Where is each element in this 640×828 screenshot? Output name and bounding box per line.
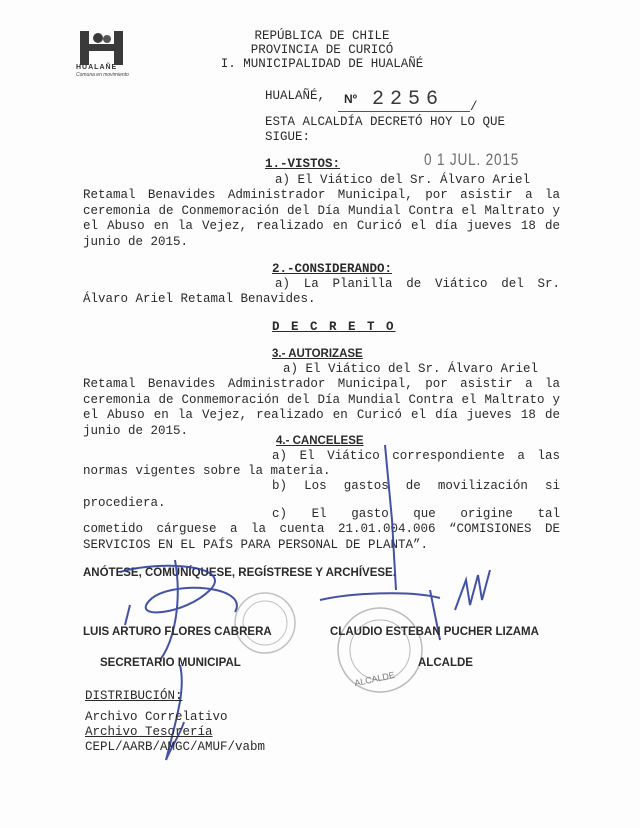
header-line-2: PROVINCIA DE CURICÓ bbox=[250, 43, 394, 57]
vistos-first-line: a) El Viático del Sr. Álvaro Ariel bbox=[275, 173, 531, 187]
cancelese-item-b: b) Los gastos de movilización si bbox=[272, 479, 560, 493]
secretary-name: LUIS ARTURO FLORES CABRERA bbox=[83, 626, 272, 638]
header-line-3: I. MUNICIPALIDAD DE HUALAÑÉ bbox=[220, 57, 424, 71]
logo-name: HUALAÑE bbox=[76, 64, 118, 71]
underline-slash: / bbox=[470, 100, 478, 114]
mayor-signature bbox=[320, 445, 490, 640]
autorizase-body: Retamal Benavides Administrador Municipal, por asistir a la ceremonia de Conmemoración del Día Mundial Contra el Maltrato y el Abuso en la Vejez, realizado en Curicó el día jueves 18 de junio de 2015. bbox=[83, 377, 560, 438]
autorizase-first-line: a) El Viático del Sr. Álvaro Ariel bbox=[283, 362, 539, 376]
mayor-title: ALCALDE bbox=[418, 657, 473, 669]
decree-intro-line-1: ESTA ALCALDÍA DECRETÓ HOY LO QUE bbox=[265, 115, 506, 129]
section-cancelese-heading: 4.- CANCELESE bbox=[276, 435, 364, 447]
decree-place: HUALAÑÉ, bbox=[265, 89, 326, 103]
date-stamp: 0 1 JUL. 2015 bbox=[424, 150, 520, 169]
number-sign: Nº bbox=[344, 92, 358, 106]
considerando-body: Álvaro Ariel Retamal Benavides. bbox=[83, 292, 316, 306]
cancelese-item-a: a) El Viático correspondiente a las bbox=[272, 449, 560, 463]
cancelese-item-c-rest: cometido cárguese a la cuenta 21.01.004.006 “COMISIONES DE SERVICIOS EN EL PAÍS PARA PERSONAL DE PLANTA”. bbox=[83, 522, 560, 552]
considerando-first-line: a) La Planilla de Viático del Sr. bbox=[275, 277, 560, 291]
secretary-stamp bbox=[235, 593, 295, 653]
logo-tagline: Comuna en movimiento bbox=[76, 72, 129, 78]
section-vistos-heading: 1.-VISTOS: bbox=[265, 157, 341, 171]
decreto-title: D E C R E T O bbox=[272, 320, 396, 334]
cancelese-item-b-rest: procediera. bbox=[83, 496, 166, 510]
cancelese-item-a-rest: normas vigentes sobre la materia. bbox=[83, 464, 331, 478]
closing-formula: ANÓTESE, COMUNÍQUESE, REGÍSTRESE Y ARCHÍVESE. bbox=[83, 567, 396, 579]
mayor-stamp-text: ALCALDE bbox=[353, 669, 396, 689]
cancelese-item-c: c) El gasto que origine tal bbox=[272, 507, 560, 521]
section-autorizase-heading: 3.- AUTORIZASE bbox=[272, 348, 363, 360]
section-considerando-heading: 2.-CONSIDERANDO: bbox=[272, 262, 393, 276]
decree-intro-line-2: SIGUE: bbox=[265, 130, 311, 144]
vistos-body: Retamal Benavides Administrador Municipal, por asistir a la ceremonia de Conmemoración del Día Mundial Contra el Maltrato y el Abuso en la Vejez, realizado en Curicó el día jueves 18 de junio de 2015. bbox=[83, 188, 560, 249]
header-line-1: REPÚBLICA DE CHILE bbox=[254, 29, 390, 43]
distribution-heading: DISTRIBUCIÓN: bbox=[85, 689, 183, 703]
distribution-item: Archivo Tesorería bbox=[85, 725, 213, 739]
decree-number: 2256 bbox=[372, 88, 445, 111]
distribution-item: CEPL/AARB/AMGC/AMUF/vabm bbox=[85, 740, 266, 754]
secretary-title: SECRETARIO MUNICIPAL bbox=[100, 657, 241, 669]
mayor-name: CLAUDIO ESTEBAN PUCHER LIZAMA bbox=[330, 626, 539, 638]
distribution-item: Archivo Correlativo bbox=[85, 710, 228, 724]
